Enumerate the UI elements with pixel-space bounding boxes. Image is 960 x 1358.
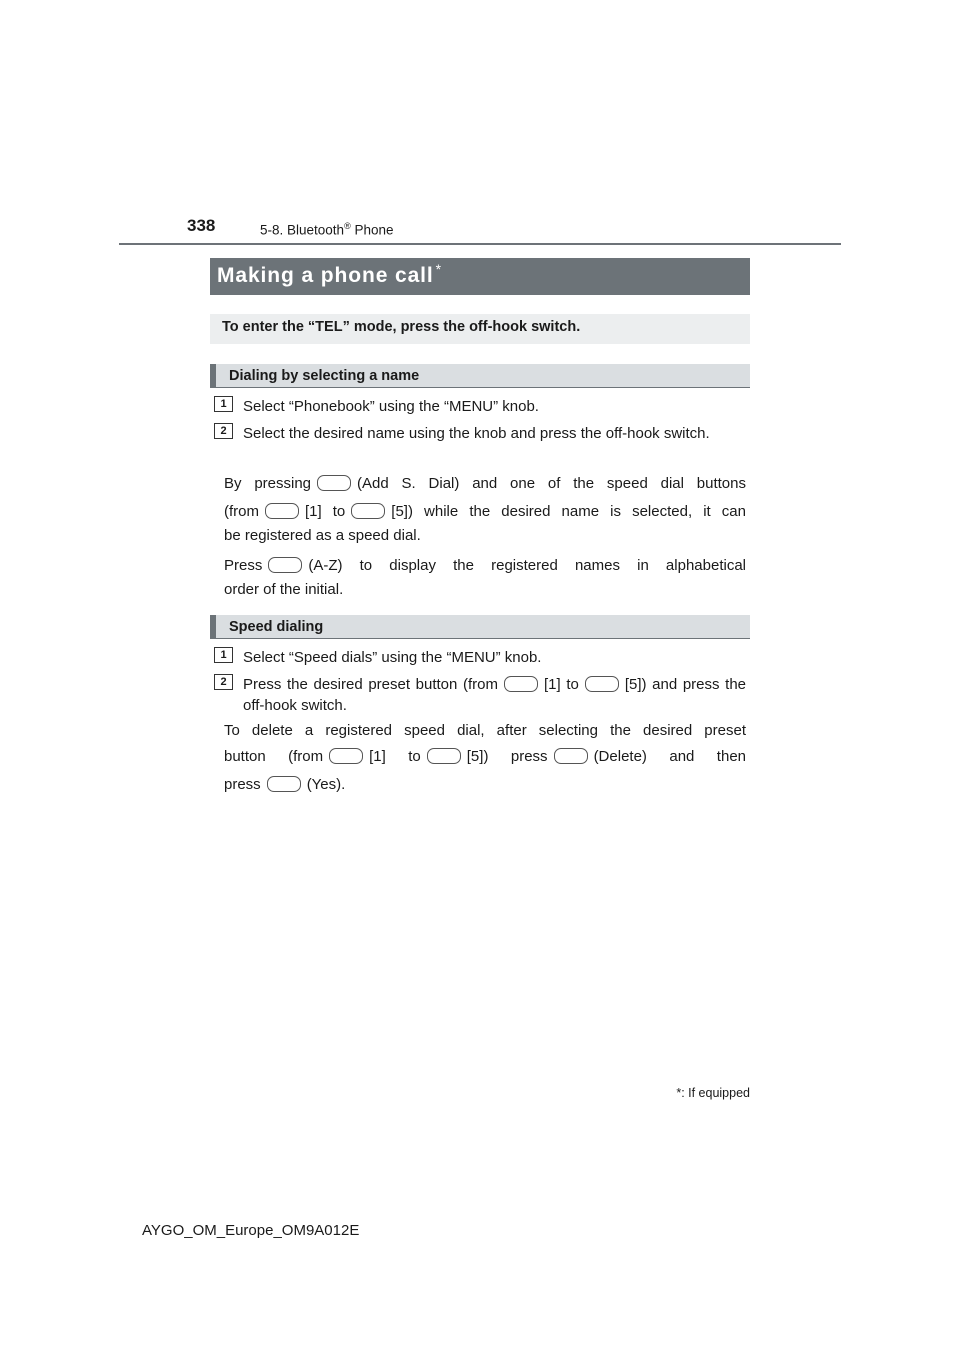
section-breadcrumb	[260, 221, 394, 238]
screen-button-icon	[427, 748, 461, 764]
section-suffix: Phone	[350, 222, 394, 238]
note-text: [5]) while the desired name is selected, it can	[391, 503, 746, 520]
step-text-part: Press the desired preset button (from	[243, 676, 498, 693]
note-line	[224, 748, 746, 765]
note-text: (A-Z) to display the registered names in alphabetical	[308, 557, 746, 574]
step-badge-1: 1	[214, 396, 233, 412]
equipped-asterisk: *	[435, 261, 443, 277]
note-text: button (from	[224, 748, 324, 765]
page-title	[210, 258, 750, 295]
step-badge-1: 1	[214, 647, 233, 663]
note-text: [1] to	[305, 503, 346, 520]
note-text: (Add S. Dial) and one of the speed dial buttons	[357, 475, 746, 492]
registered-mark: ®	[344, 221, 351, 231]
section-prefix: 5-8. Bluetooth	[260, 222, 345, 238]
subheading-speed-dialing: Speed dialing	[210, 615, 750, 639]
note-text: (from	[224, 503, 259, 520]
footer-document-id: AYGO_OM_Europe_OM9A012E	[142, 1222, 360, 1239]
screen-button-icon	[351, 503, 385, 519]
note-line	[224, 475, 746, 492]
step-badge-2: 2	[214, 674, 233, 690]
step-text-part: [1] to	[544, 676, 579, 693]
step-text: Select the desired name using the knob and press the off-hook switch.	[243, 425, 710, 442]
note-text: (Yes).	[306, 776, 346, 793]
screen-button-icon	[504, 676, 538, 692]
note-text: (Delete) and then	[593, 748, 746, 765]
note-text: [1] to	[369, 748, 421, 765]
page-number: 338	[187, 216, 216, 235]
screen-button-icon	[267, 776, 301, 792]
note-text: [5]) press	[466, 748, 548, 765]
footnote-asterisk: *	[676, 1086, 682, 1100]
step-text-part: [5]) and press the off-hook switch.	[243, 676, 747, 714]
note-text: press	[224, 776, 261, 793]
intro-instruction: To enter the “TEL” mode, press the off-hook switch.	[210, 314, 750, 344]
note-line: To delete a registered speed dial, after selecting the desired preset	[224, 722, 746, 739]
screen-button-icon	[265, 503, 299, 519]
note-text: Press	[224, 557, 263, 574]
page-title-text: Making a phone call	[217, 264, 434, 287]
screen-button-icon	[329, 748, 363, 764]
step-text	[243, 674, 746, 716]
screen-button-icon	[554, 748, 588, 764]
header-rule	[119, 243, 841, 245]
note-line: be registered as a speed dial.	[224, 527, 421, 544]
note-line: order of the initial.	[224, 581, 344, 598]
step-badge-2: 2	[214, 423, 233, 439]
note-line	[224, 776, 746, 793]
screen-button-icon	[585, 676, 619, 692]
subheading-dialing-by-name: Dialing by selecting a name	[210, 364, 750, 388]
footnote-text: : If equipped	[681, 1086, 750, 1100]
screen-button-icon	[317, 475, 351, 491]
screen-button-icon	[268, 557, 302, 573]
step-text: Select “Speed dials” using the “MENU” knob.	[243, 649, 542, 666]
note-line	[224, 503, 746, 520]
step-text: Select “Phonebook” using the “MENU” knob.	[243, 398, 539, 415]
footnote-if-equipped	[660, 1086, 750, 1100]
note-line	[224, 557, 746, 574]
note-text: By pressing	[224, 475, 312, 492]
